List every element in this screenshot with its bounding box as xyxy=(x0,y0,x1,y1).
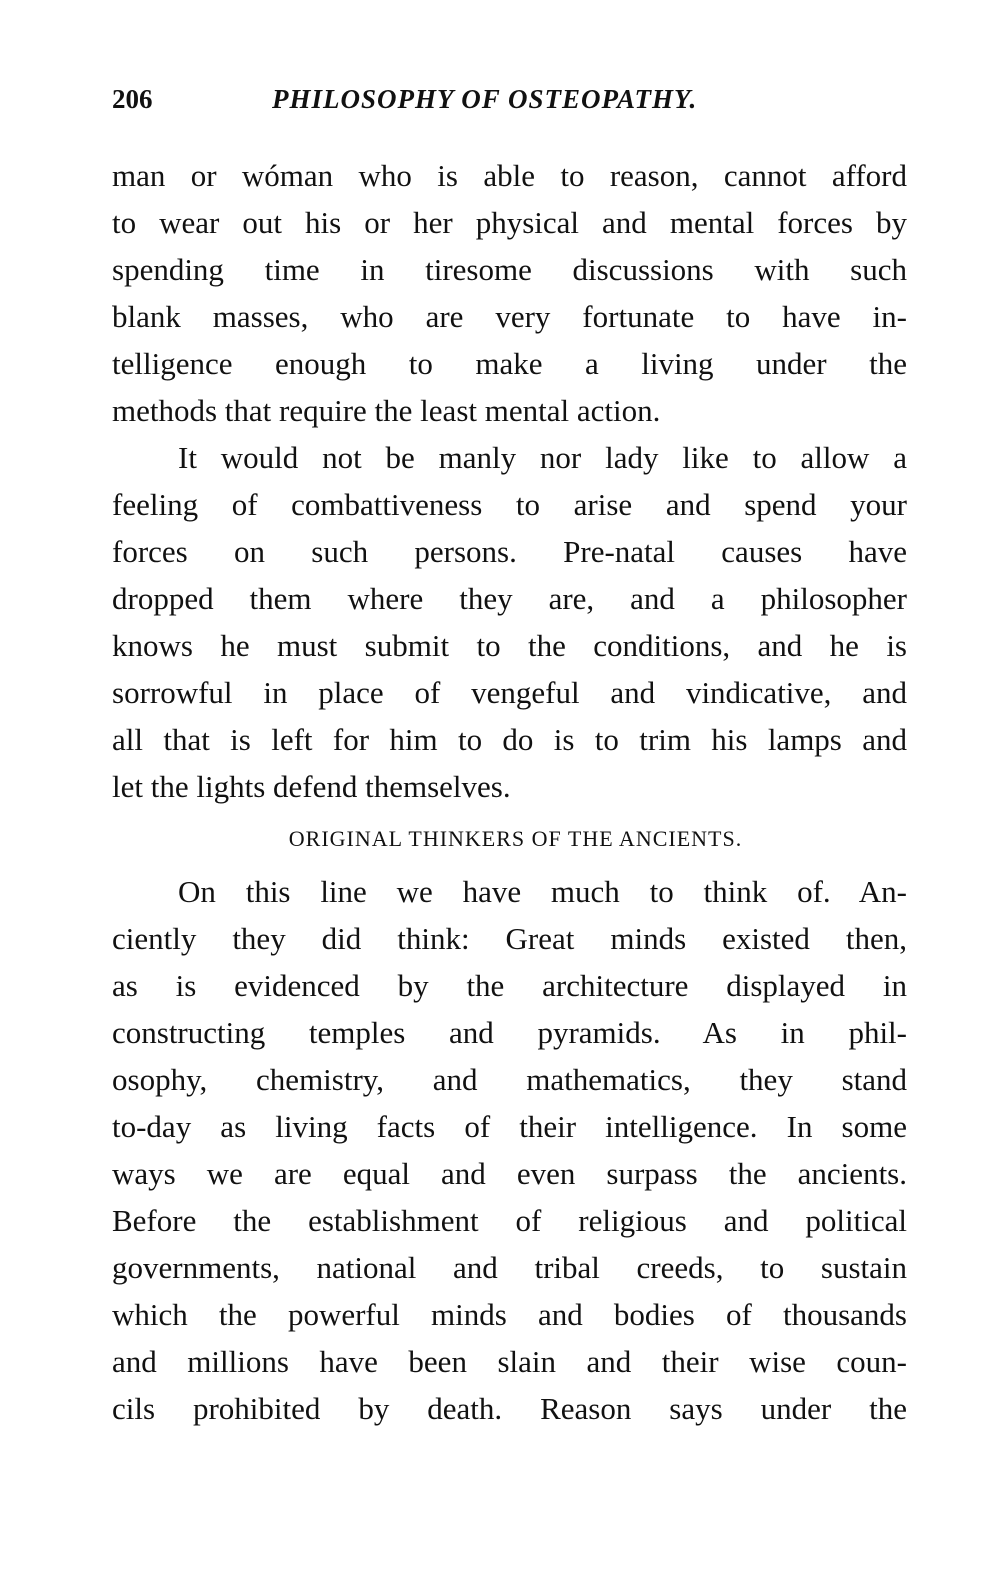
text-line: and millions have been slain and their wise coun- xyxy=(112,1344,907,1379)
text-line: osophy, chemistry, and mathematics, they stand xyxy=(112,1062,907,1097)
text-line: to wear out his or her physical and mental forces by xyxy=(112,205,907,240)
text-line: to-day as living facts of their intelligence. In some xyxy=(112,1109,907,1144)
text-line: sorrowful in place of vengeful and vindicative, and xyxy=(112,675,907,710)
paragraph-continued xyxy=(112,152,907,434)
text-line: knows he must submit to the conditions, and he is xyxy=(112,628,907,663)
text-line: cils prohibited by death. Reason says under the xyxy=(112,1391,907,1426)
text-line: spending time in tiresome discussions with such xyxy=(112,252,907,287)
text-line: man or wóman who is able to reason, cannot afford xyxy=(112,158,907,193)
paragraph-ancients xyxy=(112,868,907,1432)
text-line: constructing temples and pyramids. As in phil- xyxy=(112,1015,907,1050)
text-line: governments, national and tribal creeds, to sustain xyxy=(112,1250,907,1285)
text-line: Before the establishment of religious and political xyxy=(112,1203,907,1238)
section-heading: ORIGINAL THINKERS OF THE ANCIENTS. xyxy=(288,826,743,851)
text-line: telligence enough to make a living under the xyxy=(112,346,907,381)
text-line: which the powerful minds and bodies of thousands xyxy=(112,1297,907,1332)
text-line: It would not be manly nor lady like to allow a xyxy=(178,440,907,475)
text-line: blank masses, who are very fortunate to have in- xyxy=(112,299,907,334)
text-line: methods that require the least mental action. xyxy=(112,393,661,428)
text-line: ways we are equal and even surpass the ancients. xyxy=(112,1156,907,1191)
text-line: feeling of combattiveness to arise and spend your xyxy=(112,487,907,522)
text-line: ciently they did think: Great minds existed then, xyxy=(112,921,907,956)
text-line: forces on such persons. Pre-natal causes have xyxy=(112,534,907,569)
running-title: PHILOSOPHY OF OSTEOPATHY. xyxy=(272,84,698,114)
text-line: all that is left for him to do is to trim his lamps and xyxy=(112,722,907,757)
paragraph-manly xyxy=(112,434,907,810)
text-line: dropped them where they are, and a philosopher xyxy=(112,581,907,616)
page-number: 206 xyxy=(112,84,153,114)
text-line: as is evidenced by the architecture displayed in xyxy=(112,968,907,1003)
text-line: On this line we have much to think of. An- xyxy=(178,874,907,909)
running-head xyxy=(112,84,912,124)
text-line: let the lights defend themselves. xyxy=(112,769,511,804)
